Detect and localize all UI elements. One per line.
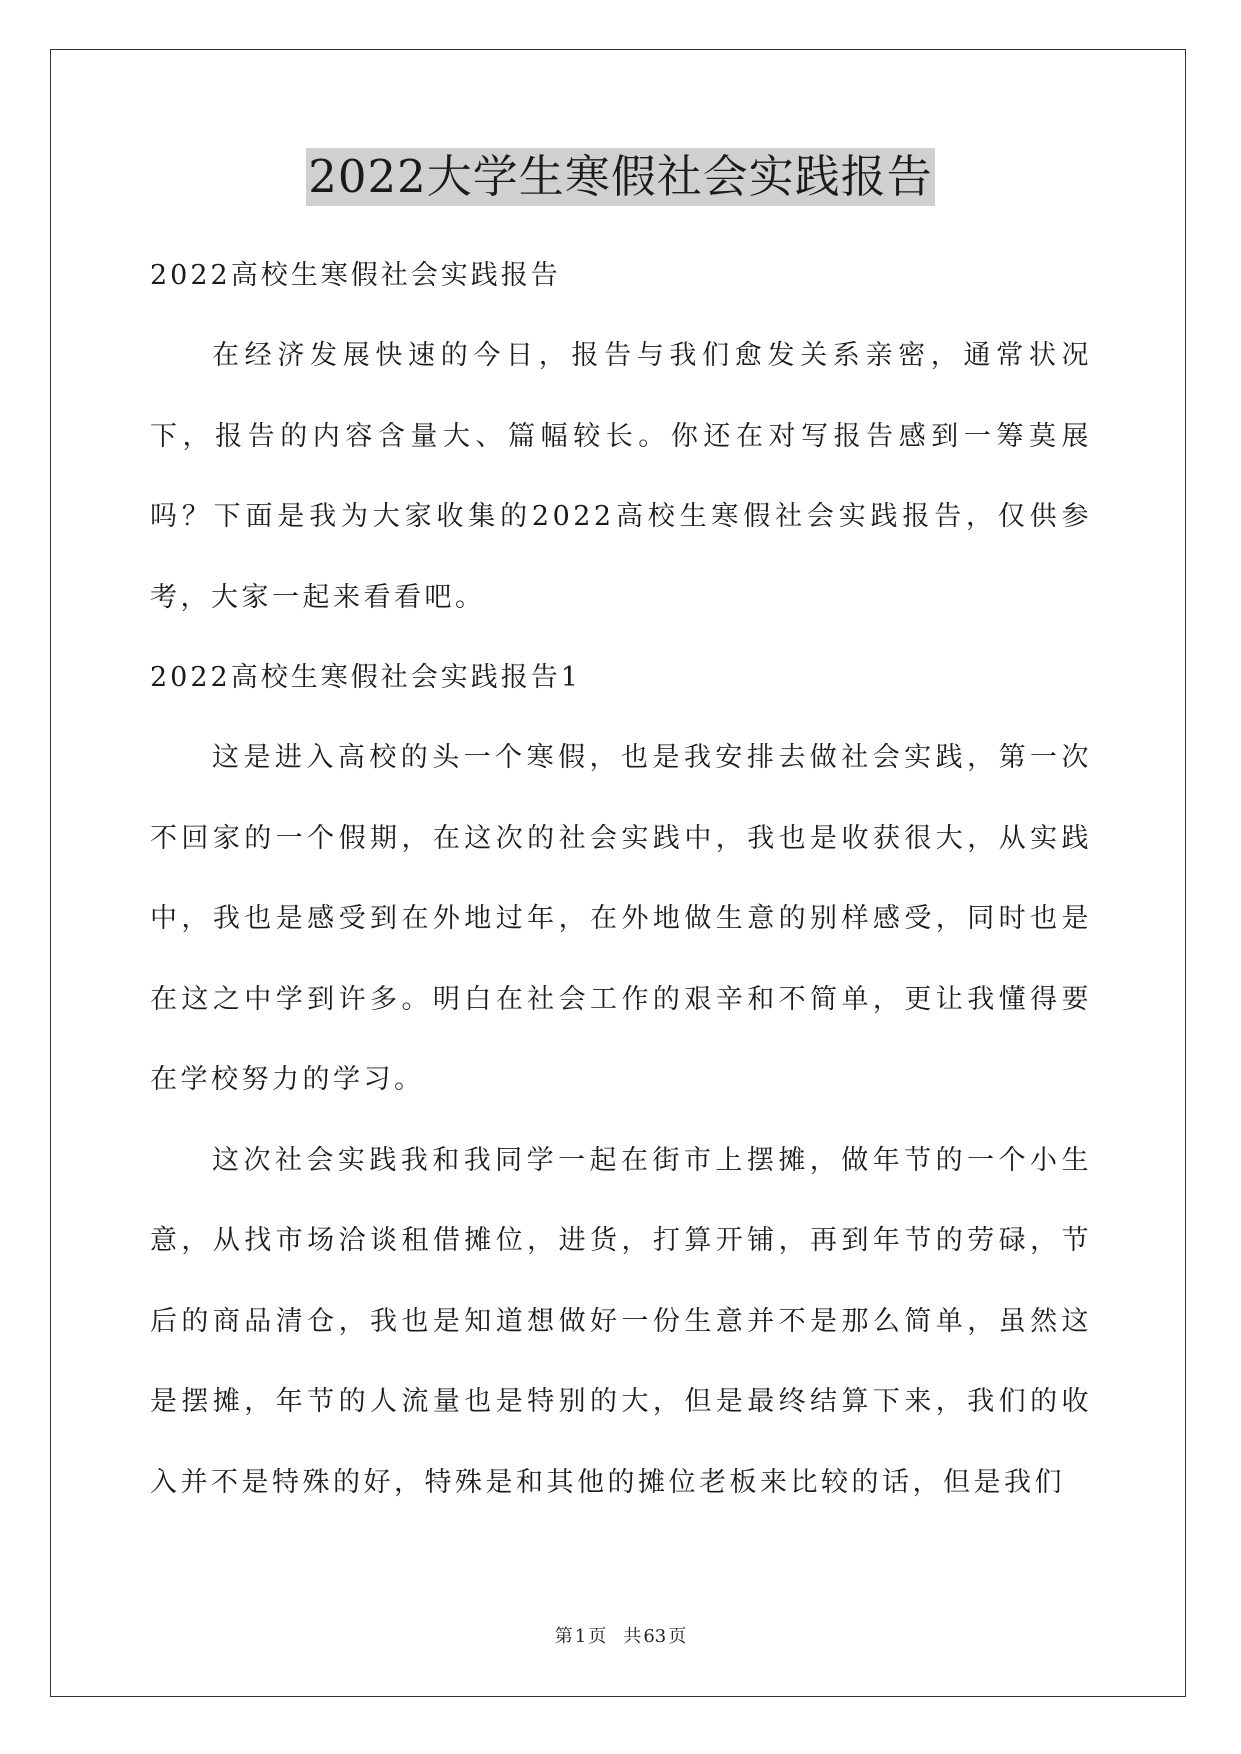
document-title-text: 2022大学生寒假社会实践报告	[306, 148, 935, 206]
body-paragraph: 这是进入高校的头一个寒假，也是我安排去做社会实践，第一次不回家的一个假期，在这次的社会实践中，我也是收获很大，从实践中，我也是感受到在外地过年，在外地做生意的别样感受，同时也是在这之中学到许多。明白在社会工作的艰辛和不简单，更让我懂得要在学校努力的学习。	[150, 742, 1092, 1095]
footer-prefix: 第	[554, 1626, 573, 1647]
document-title	[0, 148, 1241, 206]
section-heading: 2022高校生寒假社会实践报告1	[150, 662, 581, 693]
document-subtitle: 2022高校生寒假社会实践报告	[150, 260, 561, 291]
total-pages: 63	[643, 1626, 667, 1647]
footer-mid: 页 共	[588, 1626, 642, 1647]
document-body	[150, 236, 1092, 1523]
page-number: 1	[574, 1626, 587, 1647]
footer-suffix: 页	[668, 1626, 687, 1647]
intro-paragraph: 在经济发展快速的今日，报告与我们愈发关系亲密，通常状况下，报告的内容含量大、篇幅较长。你还在对写报告感到一筹莫展吗？下面是我为大家收集的2022高校生寒假社会实践报告，仅供参考，大家一起来看看吧。	[150, 340, 1092, 613]
body-paragraph: 这次社会实践我和我同学一起在街市上摆摊，做年节的一个小生意，从找市场洽谈租借摊位，进货，打算开铺，再到年节的劳碌，节后的商品清仓，我也是知道想做好一份生意并不是那么简单，虽然这是摆摊，年节的人流量也是特别的大，但是最终结算下来，我们的收入并不是特殊的好，特殊是和其他的摊位老板来比较的话，但是我们	[150, 1144, 1092, 1498]
page-footer	[0, 1622, 1241, 1648]
